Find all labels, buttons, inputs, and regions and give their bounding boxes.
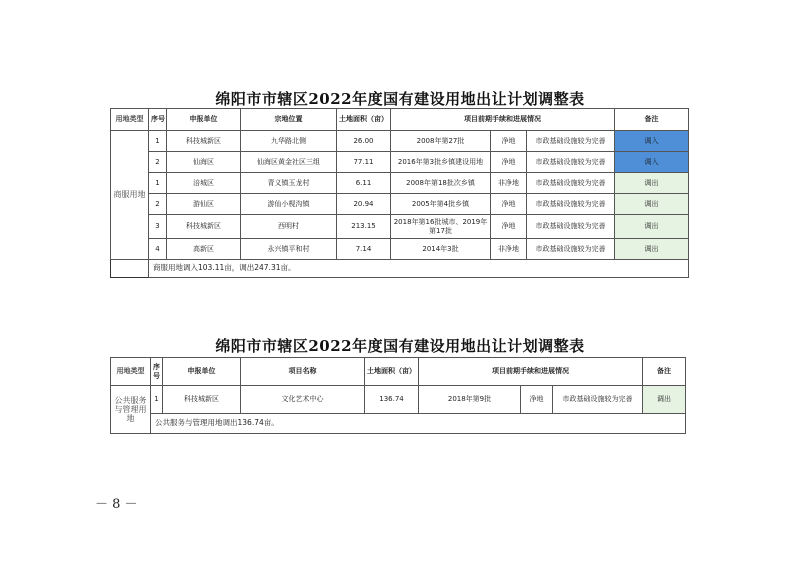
note-cell: 调出 xyxy=(615,239,689,260)
summary-cell: 公共服务与管理用地调出136.74亩。 xyxy=(151,414,686,434)
summary-cell: 商服用地调入103.11亩，调出247.31亩。 xyxy=(149,260,689,278)
infra-cell: 市政基础设施较为完善 xyxy=(527,239,615,260)
table-row xyxy=(111,239,689,260)
area-cell: 26.00 xyxy=(337,131,391,152)
location-cell: 西明村 xyxy=(241,215,337,239)
note-cell: 调出 xyxy=(615,194,689,215)
header-area: 土地面积（亩） xyxy=(365,358,419,386)
land-status-cell: 净地 xyxy=(491,152,527,173)
unit-cell: 科技城新区 xyxy=(167,215,241,239)
header-note: 备注 xyxy=(643,358,686,386)
batch-cell: 2018年第16批城市、2019年第17批 xyxy=(391,215,491,239)
summary-spacer xyxy=(111,260,149,278)
table-row xyxy=(111,173,689,194)
seq-cell: 1 xyxy=(149,173,167,194)
land-status-cell: 净地 xyxy=(491,194,527,215)
summary-row xyxy=(111,414,686,434)
header-progress: 项目前期手续和进展情况 xyxy=(419,358,643,386)
location-cell: 游仙小枧沟镇 xyxy=(241,194,337,215)
unit-cell: 高新区 xyxy=(167,239,241,260)
seq-cell: 2 xyxy=(149,194,167,215)
infra-cell: 市政基础设施较为完善 xyxy=(553,386,643,414)
table-row xyxy=(111,215,689,239)
project-cell: 文化艺术中心 xyxy=(241,386,365,414)
header-category: 用地类型 xyxy=(111,109,149,131)
table-row xyxy=(111,386,686,414)
location-cell: 九华路北侧 xyxy=(241,131,337,152)
batch-cell: 2008年第18批次乡镇 xyxy=(391,173,491,194)
table1-header-row xyxy=(111,109,689,131)
table2 xyxy=(110,357,686,434)
infra-cell: 市政基础设施较为完善 xyxy=(527,215,615,239)
seq-cell: 2 xyxy=(149,152,167,173)
category-cell: 公共服务与管理用地 xyxy=(111,386,151,434)
table1-title: 绵阳市市辖区2022年度国有建设用地出让计划调整表 xyxy=(215,90,585,108)
table2-title: 绵阳市市辖区2022年度国有建设用地出让计划调整表 xyxy=(215,337,585,355)
area-cell: 6.11 xyxy=(337,173,391,194)
location-cell: 仙海区黄金社区三组 xyxy=(241,152,337,173)
table2-header-row xyxy=(111,358,686,386)
header-project: 项目名称 xyxy=(241,358,365,386)
header-progress: 项目前期手续和进展情况 xyxy=(391,109,615,131)
batch-cell: 2005年第4批乡镇 xyxy=(391,194,491,215)
land-status-cell: 净地 xyxy=(491,131,527,152)
header-seq: 序号 xyxy=(149,109,167,131)
header-category: 用地类型 xyxy=(111,358,151,386)
seq-cell: 1 xyxy=(149,131,167,152)
summary-row xyxy=(111,260,689,278)
infra-cell: 市政基础设施较为完善 xyxy=(527,173,615,194)
area-cell: 20.94 xyxy=(337,194,391,215)
land-status-cell: 净地 xyxy=(521,386,553,414)
table-row xyxy=(111,131,689,152)
location-cell: 永兴镇平和村 xyxy=(241,239,337,260)
note-cell: 调入 xyxy=(615,131,689,152)
header-unit: 申报单位 xyxy=(163,358,241,386)
batch-cell: 2016年第3批乡镇建设用地 xyxy=(391,152,491,173)
infra-cell: 市政基础设施较为完善 xyxy=(527,152,615,173)
table1 xyxy=(110,108,689,278)
land-status-cell: 非净地 xyxy=(491,239,527,260)
header-unit: 申报单位 xyxy=(167,109,241,131)
batch-cell: 2014年3批 xyxy=(391,239,491,260)
header-location: 宗地位置 xyxy=(241,109,337,131)
category-cell: 商服用地 xyxy=(111,131,149,260)
seq-cell: 4 xyxy=(149,239,167,260)
unit-cell: 游仙区 xyxy=(167,194,241,215)
header-seq: 序号 xyxy=(151,358,163,386)
header-note: 备注 xyxy=(615,109,689,131)
batch-cell: 2008年第27批 xyxy=(391,131,491,152)
infra-cell: 市政基础设施较为完善 xyxy=(527,194,615,215)
batch-cell: 2018年第9批 xyxy=(419,386,521,414)
infra-cell: 市政基础设施较为完善 xyxy=(527,131,615,152)
area-cell: 136.74 xyxy=(365,386,419,414)
unit-cell: 仙海区 xyxy=(167,152,241,173)
header-area: 土地面积（亩） xyxy=(337,109,391,131)
seq-cell: 3 xyxy=(149,215,167,239)
note-cell: 调出 xyxy=(615,215,689,239)
unit-cell: 科技城新区 xyxy=(167,131,241,152)
note-cell: 调出 xyxy=(615,173,689,194)
note-cell: 调出 xyxy=(643,386,686,414)
land-status-cell: 非净地 xyxy=(491,173,527,194)
table-row xyxy=(111,194,689,215)
seq-cell: 1 xyxy=(151,386,163,414)
unit-cell: 科技城新区 xyxy=(163,386,241,414)
area-cell: 77.11 xyxy=(337,152,391,173)
page-number: － 8 － xyxy=(95,497,138,512)
note-cell: 调入 xyxy=(615,152,689,173)
location-cell: 青义镇玉龙村 xyxy=(241,173,337,194)
area-cell: 213.15 xyxy=(337,215,391,239)
table-row xyxy=(111,152,689,173)
area-cell: 7.14 xyxy=(337,239,391,260)
unit-cell: 涪城区 xyxy=(167,173,241,194)
land-status-cell: 净地 xyxy=(491,215,527,239)
